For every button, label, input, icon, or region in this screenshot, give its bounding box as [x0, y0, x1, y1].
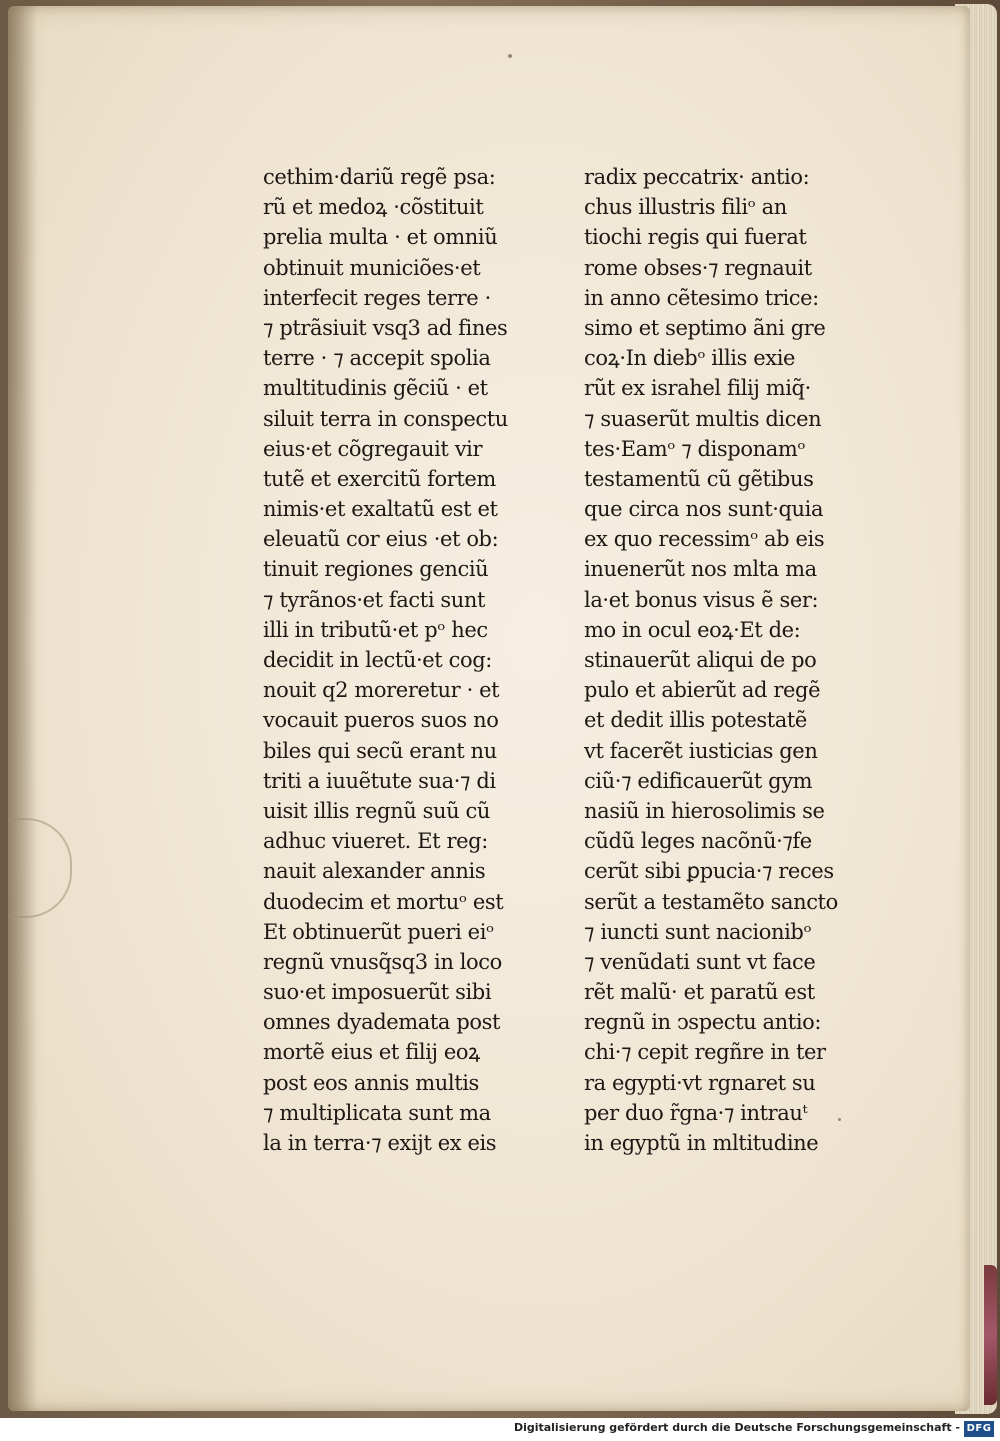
- text-line: ⁊ multiplicata sunt ma: [263, 1100, 491, 1125]
- text-line: cethim·dariũ regẽ psa:: [263, 165, 496, 189]
- text-line: serũt a testamẽto sancto: [584, 889, 838, 914]
- text-line: biles qui secũ erant nu: [263, 738, 497, 763]
- text-line: omnes dyademata post: [263, 1010, 501, 1035]
- text-line: in egyptũ in mltitudine: [584, 1131, 819, 1155]
- text-line: triti a iuuẽtute sua·⁊ di: [263, 768, 496, 793]
- text-line: que circa nos sunt·quia: [584, 497, 824, 522]
- text-line: duodecim et mortuᵒ est: [263, 889, 504, 914]
- text-line: la in terra·⁊ exijt ex eis: [263, 1131, 497, 1155]
- text-line: chus illustris filiᵒ an: [584, 195, 787, 220]
- text-column-right: [584, 162, 866, 1158]
- text-line: ex quo recessimᵒ ab eis: [584, 527, 825, 552]
- text-line: mortẽ eius et filij eoꝝ: [263, 1040, 480, 1065]
- text-line: tiochi regis qui fuerat: [584, 225, 807, 250]
- text-line: interfecit reges terre ·: [263, 285, 491, 310]
- text-line: ⁊ suaserũt multis dicen: [584, 406, 822, 431]
- text-line: adhuc viueret. Et reg:: [263, 829, 488, 854]
- text-line: ⁊ venũdati sunt vt face: [584, 949, 816, 974]
- text-line: et dedit illis potestatẽ: [584, 708, 807, 733]
- text-line: eleuatũ cor eius ·et ob:: [263, 527, 499, 552]
- binding-edge: [984, 1265, 997, 1405]
- text-line: coꝝ·In diebᵒ illis exie: [584, 346, 796, 371]
- text-line: pulo et abierũt ad regẽ: [584, 678, 821, 703]
- text-line: chi·⁊ cepit regñre in ter: [584, 1040, 826, 1065]
- text-line: inuenerũt nos mlta ma: [584, 557, 817, 582]
- text-line: cũdũ leges nacõnũ·⁊fe: [584, 829, 812, 854]
- ink-speck: [508, 54, 512, 58]
- text-line: rũ et medoꝝ ·cõstituit: [263, 195, 484, 220]
- text-line: la·et bonus visus ẽ ser:: [584, 587, 819, 612]
- text-line: prelia multa · et omniũ: [263, 225, 498, 250]
- text-line: in anno cẽtesimo trice:: [584, 285, 819, 310]
- text-line: uisit illis regnũ suũ cũ: [263, 798, 490, 823]
- text-line: vocauit pueros suos no: [263, 708, 499, 733]
- text-line: nasiũ in hierosolimis se: [584, 798, 825, 823]
- text-line: decidit in lectũ·et cog:: [263, 648, 492, 672]
- text-line: ⁊ tyrãnos·et facti sunt: [263, 587, 486, 612]
- text-line: ⁊ ptrãsiuit vsq3 ad fines: [263, 315, 508, 340]
- text-line: radix peccatrix· antio:: [584, 165, 810, 189]
- text-line: ra egypti·vt rgnaret su: [584, 1070, 816, 1095]
- text-line: regnũ in ↄspectu antio:: [584, 1010, 822, 1035]
- text-line: Et obtinuerũt pueri eiᵒ: [263, 919, 494, 944]
- text-line: cerũt sibi ꝑpucia·⁊ reces: [584, 859, 834, 884]
- text-line: rome obses·⁊ regnauit: [584, 255, 812, 280]
- text-line: testamentũ cũ gẽtibus: [584, 466, 814, 491]
- text-line: siluit terra in conspectu: [263, 406, 508, 431]
- text-line: illi in tributũ·et pᵒ hec: [263, 617, 488, 642]
- text-line: rũt ex israhel filij miq̃·: [584, 376, 811, 401]
- text-line: nauit alexander annis: [263, 859, 486, 884]
- funding-credit: Digitalisierung gefördert durch die Deutsche Forschungsgemeinschaft -: [513, 1421, 960, 1434]
- text-line: per duo r̃gna·⁊ intrauᵗ: [584, 1100, 808, 1125]
- text-line: tes·Eamᵒ ⁊ disponamᵒ: [584, 436, 806, 461]
- text-line: stinauerũt aliqui de po: [584, 648, 817, 672]
- text-line: terre · ⁊ accepit spolia: [263, 346, 491, 371]
- credit-bar: [0, 1418, 1000, 1441]
- text-line: suo·et imposuerũt sibi: [263, 980, 492, 1005]
- text-line: simo et septimo ãni gre: [584, 315, 826, 340]
- text-line: tinuit regiones genciũ: [263, 557, 489, 582]
- text-line: regnũ vnusq̃sq3 in loco: [263, 949, 502, 974]
- text-line: obtinuit municiões·et: [263, 255, 481, 280]
- text-line: ⁊ iuncti sunt nacionibᵒ: [584, 919, 812, 944]
- gutter-shadow: [8, 6, 38, 1411]
- text-line: nimis·et exaltatũ est et: [263, 497, 498, 522]
- text-line: nouit q2 moreretur · et: [263, 678, 500, 703]
- text-line: eius·et cõgregauit vir: [263, 436, 483, 461]
- text-line: tutẽ et exercitũ fortem: [263, 466, 496, 491]
- text-line: ciũ·⁊ edificauerũt gym: [584, 768, 813, 793]
- text-line: mo in ocul eoꝝ·Et de:: [584, 617, 801, 642]
- text-line: multitudinis gẽciũ · et: [263, 376, 488, 401]
- text-line: rẽt malũ· et paratũ est: [584, 980, 815, 1005]
- text-column-left: [263, 162, 545, 1158]
- text-line: vt facerẽt iusticias gen: [584, 738, 818, 763]
- dfg-logo: DFG: [964, 1421, 994, 1437]
- text-line: post eos annis multis: [263, 1070, 479, 1095]
